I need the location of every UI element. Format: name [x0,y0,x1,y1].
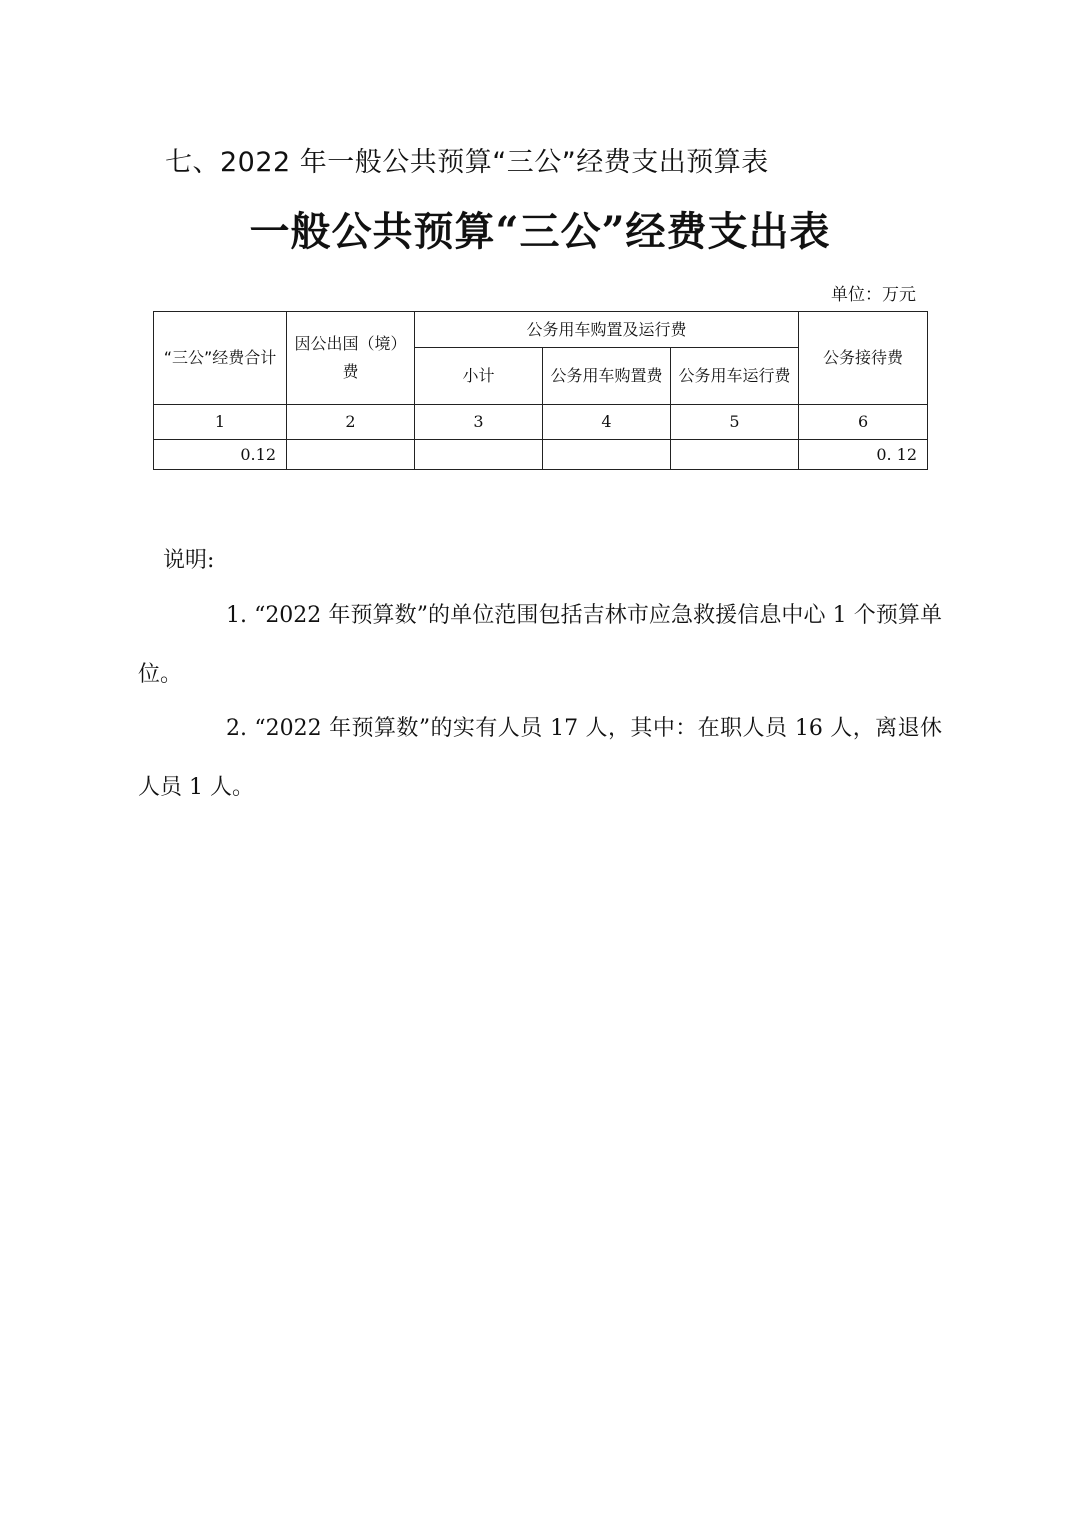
index-cell: 3 [415,405,543,440]
value-abroad [287,440,415,470]
table-header-row [154,312,928,348]
table-index-row [154,405,928,440]
index-cell: 1 [154,405,287,440]
value-vehicle-operation [671,440,799,470]
value-total: 0.12 [154,440,287,470]
header-total: “三公”经费合计 [154,312,287,405]
table-data-row [154,440,928,470]
value-subtotal [415,440,543,470]
index-cell: 2 [287,405,415,440]
note-item: 2. “2022 年预算数”的实有人员 17 人，其中：在职人员 16 人，离退休人员 1 人。 [138,716,942,800]
notes-title: 说明: [163,548,215,573]
note-item: 1. “2022 年预算数”的单位范围包括吉林市应急救援信息中心 1 个预算单位。 [138,603,942,687]
section-heading: 七、2022 年一般公共预算“三公”经费支出预算表 [165,147,769,178]
index-cell: 6 [799,405,928,440]
header-vehicle-operation: 公务用车运行费 [671,348,799,405]
header-vehicle-group: 公务用车购置及运行费 [415,312,799,348]
value-reception: 0. 12 [799,440,928,470]
header-abroad: 因公出国（境）费 [287,312,415,405]
index-cell: 5 [671,405,799,440]
header-subtotal: 小计 [415,348,543,405]
budget-table [153,311,928,470]
header-vehicle-purchase: 公务用车购置费 [543,348,671,405]
value-vehicle-purchase [543,440,671,470]
table-title: 一般公共预算“三公”经费支出表 [249,208,831,255]
unit-label: 单位：万元 [831,285,916,305]
header-reception: 公务接待费 [799,312,928,405]
index-cell: 4 [543,405,671,440]
